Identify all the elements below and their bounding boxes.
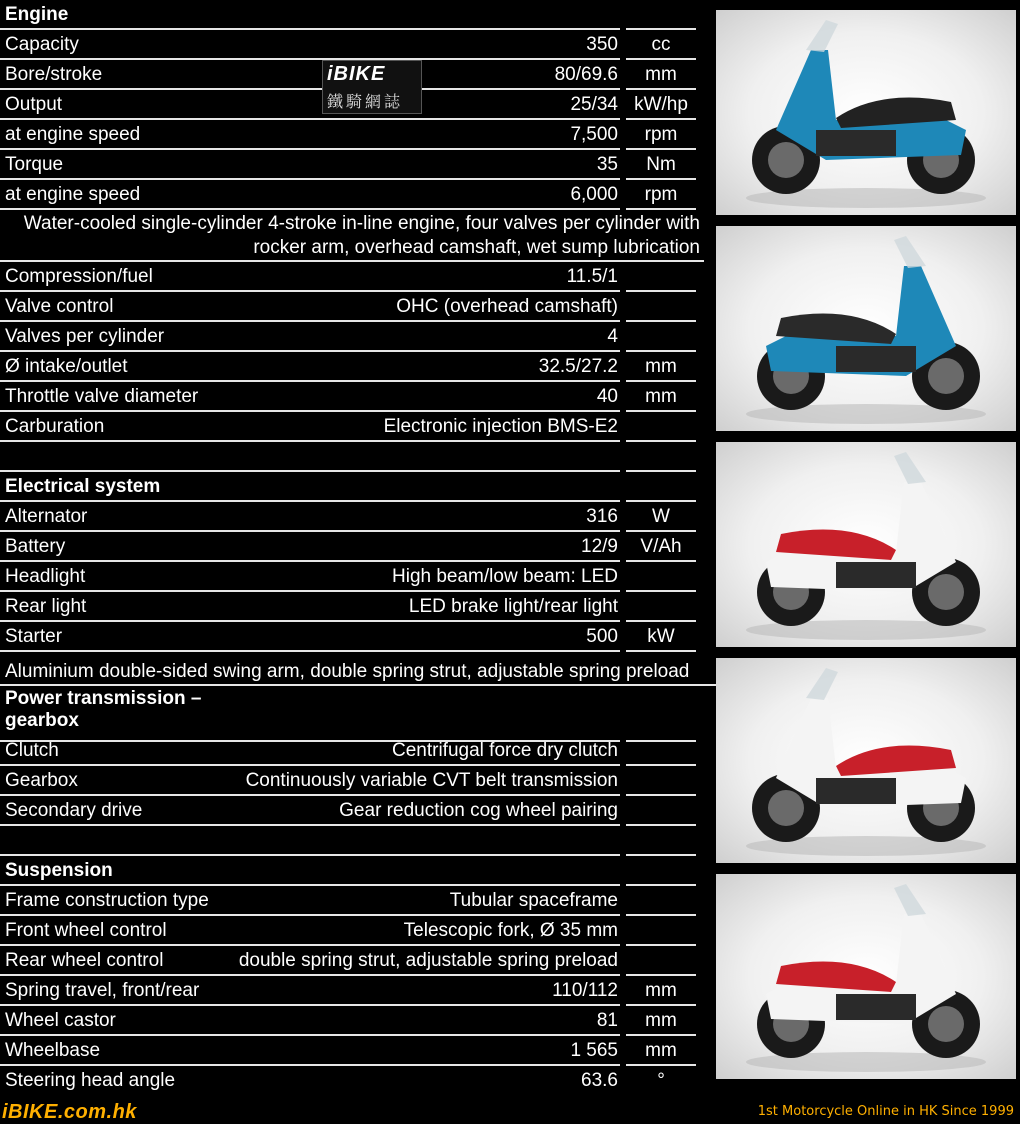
engine-description-line2: rocker arm, overhead camshaft, wet sump lubrication — [253, 237, 700, 258]
section-title: Electrical system — [5, 476, 161, 497]
spec-label: Spring travel, front/rear — [5, 980, 200, 1001]
spec-unit: kW/hp — [634, 94, 688, 115]
spec-unit: mm — [645, 64, 677, 85]
spec-value: 32.5/27.2 — [538, 356, 618, 377]
spec-value: 7,500 — [570, 124, 618, 145]
section-title: Power transmission – gearbox — [5, 688, 202, 731]
spacer-row — [0, 442, 712, 472]
spec-label: Compression/fuel — [5, 266, 153, 287]
spec-row — [0, 120, 712, 150]
spec-row — [0, 180, 712, 210]
spec-label: Starter — [5, 626, 63, 647]
scooter-illustration — [716, 442, 1016, 647]
spec-label: Battery — [5, 536, 66, 557]
spec-value: 63.6 — [581, 1070, 618, 1091]
spec-label: Throttle valve diameter — [5, 386, 199, 407]
spec-row — [0, 592, 712, 622]
spec-label: Valves per cylinder — [5, 326, 165, 347]
spec-value: 4 — [607, 326, 618, 347]
windscreen — [894, 884, 926, 916]
spec-row — [0, 262, 712, 292]
spec-row — [0, 736, 712, 766]
spec-value: Telescopic fork, Ø 35 mm — [403, 920, 618, 941]
spec-value: Tubular spaceframe — [449, 890, 618, 911]
spec-label: Wheel castor — [5, 1010, 116, 1031]
spec-label: Output — [5, 94, 63, 115]
spec-row — [0, 796, 712, 826]
spec-label: Alternator — [5, 506, 88, 527]
spec-value: 12/9 — [581, 536, 618, 557]
spec-value: 25/34 — [570, 94, 618, 115]
spec-row — [0, 1006, 712, 1036]
spec-value: 80/69.6 — [554, 64, 618, 85]
scooter-illustration — [716, 658, 1016, 863]
spec-value: 11.5/1 — [566, 266, 618, 287]
spec-value: 316 — [586, 506, 618, 527]
windscreen — [806, 20, 838, 52]
spec-label: Frame construction type — [5, 890, 209, 911]
spec-unit: mm — [645, 1010, 677, 1031]
spec-row — [0, 322, 712, 352]
scooter-illustration — [716, 10, 1016, 215]
engine-block — [816, 130, 896, 156]
spec-unit: rpm — [644, 184, 678, 205]
spec-row — [0, 1036, 712, 1066]
spec-unit: ° — [657, 1070, 665, 1091]
engine-block — [836, 994, 916, 1020]
spec-unit: V/Ah — [640, 536, 682, 557]
spec-unit: cc — [651, 34, 671, 55]
section-heading-engine — [0, 0, 712, 30]
spec-value: 500 — [586, 626, 618, 647]
spec-unit: mm — [645, 356, 677, 377]
spec-label: Rear wheel control — [5, 950, 164, 971]
scooter-photo-4 — [716, 658, 1016, 863]
windscreen — [894, 236, 926, 268]
spec-row — [0, 1066, 712, 1096]
scooter-photo-2 — [716, 226, 1016, 431]
spec-value: 35 — [596, 154, 618, 175]
section-heading-transmission — [0, 686, 712, 742]
spec-value: 1 565 — [570, 1040, 618, 1061]
engine-block — [816, 778, 896, 804]
spec-unit: kW — [647, 626, 675, 647]
spec-row — [0, 946, 712, 976]
spec-label: Headlight — [5, 566, 86, 587]
spec-label: at engine speed — [5, 184, 141, 205]
spec-unit: mm — [645, 386, 677, 407]
front-rim — [768, 790, 804, 826]
spec-row — [0, 916, 712, 946]
spec-value: OHC (overhead camshaft) — [396, 296, 618, 317]
spec-label: Wheelbase — [5, 1040, 101, 1061]
spec-row — [0, 150, 712, 180]
swing-arm-note-text: Aluminium double-sided swing arm, double spring strut, adjustable spring preload — [5, 661, 690, 682]
section-heading-electrical — [0, 472, 712, 502]
section-title: Suspension — [5, 860, 113, 881]
spec-value: Centrifugal force dry clutch — [392, 740, 618, 761]
spec-value: 350 — [586, 34, 618, 55]
spec-value: High beam/low beam: LED — [392, 566, 618, 587]
engine-block — [836, 562, 916, 588]
spec-value: LED brake light/rear light — [408, 596, 618, 617]
footer-logo[interactable]: iBIKE.com.hk — [2, 1101, 137, 1123]
spec-row — [0, 30, 712, 60]
watermark-brand: iBIKE — [327, 63, 386, 85]
spec-label: Clutch — [5, 740, 59, 761]
spec-label: Steering head angle — [5, 1070, 176, 1091]
section-title: Engine — [5, 4, 69, 25]
front-rim — [928, 1006, 964, 1042]
spec-label: Capacity — [5, 34, 79, 55]
windscreen — [894, 452, 926, 484]
spec-unit: rpm — [644, 124, 678, 145]
front-rim — [768, 142, 804, 178]
ibike-watermark-logo — [322, 60, 422, 114]
spec-label: Rear light — [5, 596, 87, 617]
spec-label: Ø intake/outlet — [5, 356, 128, 377]
spec-row — [0, 382, 712, 412]
spec-row — [0, 412, 712, 442]
spec-value: Continuously variable CVT belt transmission — [245, 770, 618, 791]
engine-description-line1: Water-cooled single-cylinder 4-stroke in-line engine, four valves per cylinder with — [23, 213, 700, 234]
spec-label: Torque — [5, 154, 64, 175]
spec-row — [0, 292, 712, 322]
scooter-illustration — [716, 226, 1016, 431]
front-rim — [928, 574, 964, 610]
spec-value: Gear reduction cog wheel pairing — [339, 800, 618, 821]
spec-label: Bore/stroke — [5, 64, 103, 85]
scooter-photo-5 — [716, 874, 1016, 1079]
spec-row — [0, 766, 712, 796]
spec-label: Front wheel control — [5, 920, 167, 941]
engine-description — [0, 212, 704, 262]
scooter-photo-3 — [716, 442, 1016, 647]
spec-row — [0, 976, 712, 1006]
spec-row — [0, 622, 712, 652]
spec-label: Carburation — [5, 416, 105, 437]
engine-block — [836, 346, 916, 372]
spec-label: Gearbox — [5, 770, 78, 791]
spec-label: Valve control — [5, 296, 114, 317]
swing-arm-note — [0, 660, 719, 686]
spec-label: at engine speed — [5, 124, 141, 145]
scooter-illustration — [716, 874, 1016, 1079]
front-rim — [928, 358, 964, 394]
footer-tagline: 1st Motorcycle Online in HK Since 1999 — [757, 1104, 1014, 1119]
spec-row — [0, 562, 712, 592]
spec-row — [0, 352, 712, 382]
spec-label: Secondary drive — [5, 800, 143, 821]
section-heading-suspension — [0, 856, 712, 886]
spec-unit: W — [652, 506, 670, 527]
spec-value: 81 — [596, 1010, 618, 1031]
spec-value: 40 — [596, 386, 618, 407]
watermark-subtitle: 鐵騎網誌 — [327, 94, 404, 111]
spec-value: Electronic injection BMS-E2 — [383, 416, 618, 437]
spec-value: 110/112 — [552, 980, 618, 1001]
spec-unit: Nm — [646, 154, 676, 175]
spec-unit: mm — [645, 980, 677, 1001]
scooter-photo-1 — [716, 10, 1016, 215]
windscreen — [806, 668, 838, 700]
spec-value: double spring strut, adjustable spring preload — [238, 950, 618, 971]
spacer-row — [0, 826, 712, 856]
spec-row — [0, 502, 712, 532]
spec-row — [0, 532, 712, 562]
spec-unit: mm — [645, 1040, 677, 1061]
spec-row — [0, 886, 712, 916]
spec-value: 6,000 — [570, 184, 618, 205]
